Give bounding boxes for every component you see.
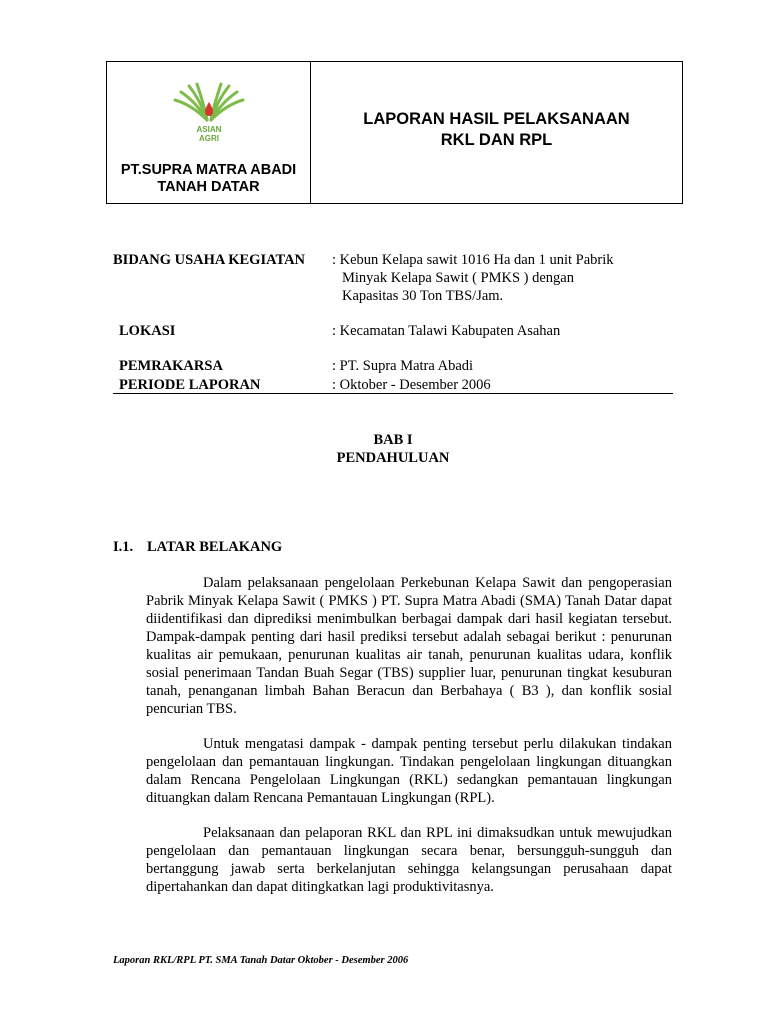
report-title (311, 62, 682, 203)
bidang-value-3: Kapasitas 30 Ton TBS/Jam. (342, 288, 504, 304)
bidang-value-1: : Kebun Kelapa sawit 1016 Ha dan 1 unit Pabrik (332, 252, 614, 268)
paragraph-2: Untuk mengatasi dampak - dampak penting tersebut perlu dilakukan tindakan pengelolaan dan pemantauan lingkungan. Tindakan pengelolaan lingkungan dituangkan dalam Rencana Pengelolaan Lingkungan (RKL) sedangkan pemantauan lingkungan dituangkan dalam Rencana Pemantauan Lingkungan (RPL). (146, 736, 672, 806)
paragraph-1: Dalam pelaksanaan pengelolaan Perkebunan Kelapa Sawit dan pengoperasian Pabrik Minyak Kelapa Sawit ( PMKS ) PT. Supra Matra Abadi (SMA) Tanah Datar dapat diidentifikasi dan diprediksi menimbulkan berbagai dampak dari hasil kegiatan tersebut. Dampak-dampak penting dari hasil prediksi tersebut adalah sebagai berikut : penurunan kualitas air pemukaan, penurunan kualitas air tanah, penurunan kualitas udara, konflik sosial penerimaan Tandan Buah Segar (TBS) supplier luar, penurunan tingkat kesuburan tanah, penanganan limbah Bahan Beracun dan Berbahaya ( B3 ), dan konflik sosial pencurian TBS. (146, 575, 672, 717)
lokasi-label: LOKASI (119, 323, 176, 339)
section-heading (113, 539, 282, 556)
info-divider (113, 393, 673, 394)
chapter-title: PENDAHULUAN (336, 450, 450, 466)
company-name (121, 162, 296, 196)
lokasi-value: : Kecamatan Talawi Kabupaten Asahan (332, 323, 561, 339)
header-company-cell (107, 62, 311, 203)
pemrakarsa-value: : PT. Supra Matra Abadi (332, 358, 474, 374)
periode-label: PERIODE LAPORAN (119, 377, 261, 393)
bidang-value-2: Minyak Kelapa Sawit ( PMKS ) dengan (342, 270, 574, 286)
pemrakarsa-label: PEMRAKARSA (119, 358, 223, 374)
company-name-line1: PT.SUPRA MATRA ABADI (120, 162, 297, 178)
header-table (106, 61, 683, 204)
chapter-number: BAB I (373, 432, 413, 448)
bidang-label: BIDANG USAHA KEGIATAN (113, 252, 306, 268)
section-number: I.1. (113, 539, 134, 555)
periode-value: : Oktober - Desember 2006 (332, 377, 491, 393)
company-name-line2: TANAH DATAR (157, 179, 260, 195)
logo-text-agri: AGRI (198, 134, 219, 143)
page-footer: Laporan RKL/RPL PT. SMA Tanah Datar Oktober - Desember 2006 (113, 955, 409, 966)
asian-agri-logo (169, 76, 249, 144)
report-title-line2: RKL DAN RPL (440, 130, 553, 149)
logo-text-asian: ASIAN (196, 125, 221, 134)
section-title: LATAR BELAKANG (147, 539, 283, 555)
paragraph-3: Pelaksanaan dan pelaporan RKL dan RPL ini dimaksudkan untuk mewujudkan pengelolaan dan pemantauan lingkungan secara benar, bersungguh-sungguh dan bertanggung jawab serta berkelanjutan sehingga kelangsungan perusahaan dapat dipertahankan dan dapat ditingkatkan lagi produktivitasnya. (146, 825, 672, 895)
report-title-line1: LAPORAN HASIL PELAKSANAAN (363, 109, 630, 128)
